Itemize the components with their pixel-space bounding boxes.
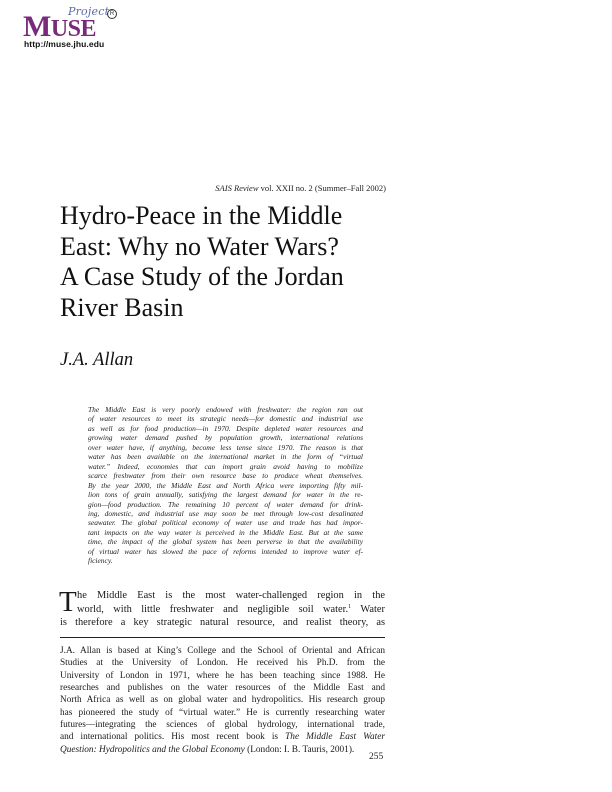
abstract-line: seawater. The global political economy of water use and trade has had impor- [88, 518, 363, 528]
bio-line: futures—integrating the sciences of global hydrology, international trade, [60, 720, 385, 731]
logo-url[interactable]: http://muse.jhu.edu [24, 39, 105, 49]
bio-text-segment: and international politics. His most recent book is [60, 732, 286, 743]
abstract-line: of virtual water has slowed the pace of reforms intended to improve water ef- [88, 546, 363, 556]
author-name: J.A. Allan [60, 350, 134, 370]
registered-icon: R [107, 9, 117, 19]
abstract [88, 405, 363, 566]
abstract-line: The Middle East is very poorly endowed with freshwater: the region ran out [88, 405, 363, 414]
abstract-line: water has been available on the international market in the form of “virtual [88, 452, 363, 462]
abstract-line: ficiency. [88, 556, 113, 566]
abstract-line: growing water demand pushed by population growth, international relations [88, 433, 363, 443]
article-title [60, 201, 390, 323]
abstract-line: of water resources to meet its strategic needs—for domestic and industrial use [88, 414, 363, 424]
title-line: River Basin [60, 292, 184, 322]
body-text-segment: world, with little freshwater and negligible soil water. [77, 603, 349, 615]
abstract-line: lion tons of grain annually, satisfying the largest demand for water in the re- [88, 490, 363, 500]
bio-line [60, 731, 385, 743]
author-bio [60, 645, 385, 756]
running-head [215, 183, 386, 193]
abstract-line: time, the impact of the global system has been perverse in that the availability [88, 537, 363, 547]
journal-issue: vol. XXII no. 2 (Summer–Fall 2002) [258, 183, 386, 193]
page-number: 255 [369, 752, 384, 762]
bio-line: researches and publishes on the water resources of the Middle East and [60, 683, 385, 694]
abstract-line: tant impacts on the way water is perceived in the Middle East. But at the same [88, 527, 363, 537]
abstract-line: By the year 2000, the Middle East and North Africa were importing fifty mil- [88, 480, 363, 490]
bio-line [60, 744, 385, 756]
abstract-line: water.” Indeed, economies that can import grain avoid having to mobilize [88, 461, 363, 471]
logo-m: M [23, 10, 51, 43]
drop-cap: T [59, 586, 77, 618]
title-line: East: Why no Water Wars? [60, 231, 339, 261]
body-line: he Middle East is the most water-challenged region in the [77, 590, 385, 601]
book-title: Question: Hydropolitics and the Global Economy [60, 744, 245, 755]
bio-line: has pioneered the study of “virtual water.” He is currently researching water [60, 707, 385, 718]
abstract-line: scarce freshwater from their own resource base to produce wheat themselves. [88, 471, 363, 481]
body-text-segment: Water [351, 603, 385, 615]
bio-line: North Africa as well as on global water and hydropolitics. His research group [60, 695, 385, 706]
journal-name: SAIS Review [215, 183, 259, 193]
bio-text-segment: (London: I. B. Tauris, 2001). [244, 744, 355, 755]
abstract-line: gion—food production. The remaining 10 percent of water demand for drink- [88, 499, 363, 509]
title-line: Hydro-Peace in the Middle [60, 201, 343, 230]
abstract-line: over water have, if anything, become less tense since 1970. The reason is that [88, 442, 363, 452]
footnote-divider [60, 637, 385, 638]
project-muse-logo[interactable] [20, 4, 120, 54]
book-title: The Middle East Water [285, 732, 385, 743]
bio-line: J.A. Allan is based at King’s College and the School of Oriental and African [60, 646, 385, 656]
footnote-ref[interactable]: 1 [348, 603, 352, 610]
title-line: A Case Study of the Jordan [60, 262, 344, 291]
abstract-line: ing, domestic, and industrial use may soon be met through low-cost desalinated [88, 508, 363, 518]
body-paragraph [59, 586, 385, 630]
body-line [60, 603, 385, 617]
logo-project-text: Project [68, 5, 110, 18]
logo-use: USE [50, 16, 97, 42]
bio-line: University of London in 1971, where he has been teaching since 1988. He [60, 670, 385, 681]
body-line: is therefore a key strategic natural resource, and realist theory, as [60, 617, 385, 629]
bio-line: Studies at the University of London. He received his Ph.D. from the [60, 658, 385, 669]
abstract-line: as well as for food production—in 1970. Despite depleted water resources and [88, 423, 363, 433]
